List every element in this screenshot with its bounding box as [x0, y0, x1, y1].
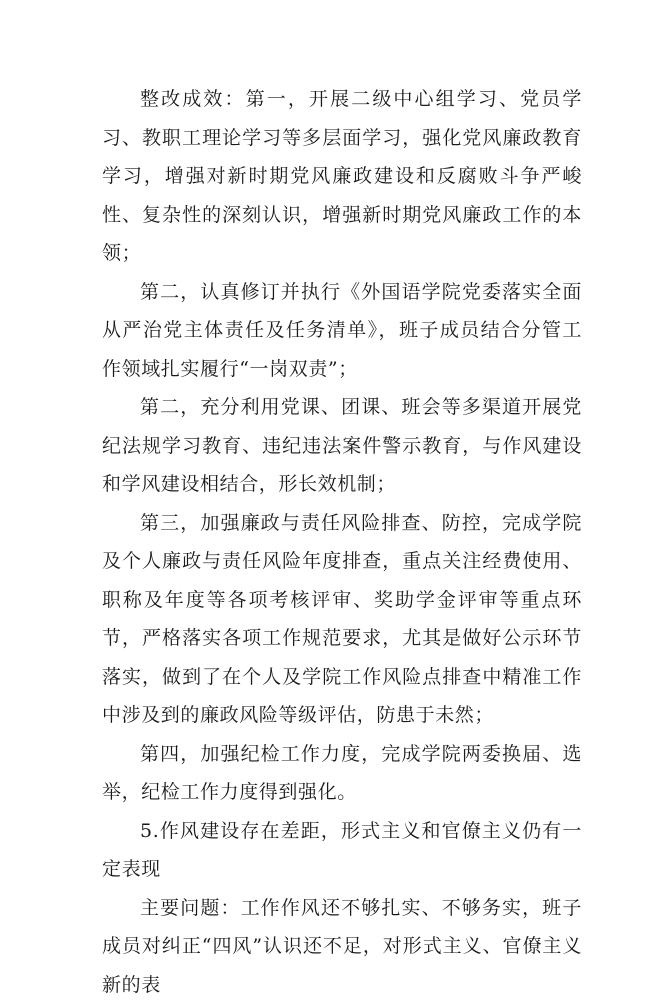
paragraph-third-risk-check: 第三，加强廉政与责任风险排查、防控，完成学院及个人廉政与责任风险年度排查，重点关注经费使用、职称及年度等各项考核评审、奖助学金评审等重点环节，严格落实各项工作规范要求，尤其是做好公示环节落实，做到了在个人及学院工作风险点排查中精准工作中涉及到的廉政风险等级评估，防患于未然；	[102, 504, 582, 735]
paragraph-fourth-discipline: 第四，加强纪检工作力度，完成学院两委换届、选举，纪检工作力度得到强化。	[102, 735, 582, 812]
document-body	[102, 80, 582, 1004]
paragraph-second-education-channels: 第二，充分利用党课、团课、班会等多渠道开展党纪法规学习教育、违纪违法案件警示教育，与作风建设和学风建设相结合，形长效机制；	[102, 388, 582, 504]
paragraph-main-problems: 主要问题：工作作风还不够扎实、不够务实，班子成员对纠正“四风”认识还不足，对形式主义、官僚主义新的表	[102, 889, 582, 1004]
paragraph-rectification-results: 整改成效：第一，开展二级中心组学习、党员学习、教职工理论学习等多层面学习，强化党风廉政教育学习，增强对新时期党风廉政建设和反腐败斗争严峻性、复杂性的深刻认识，增强新时期党风廉政工作的本领；	[102, 80, 582, 273]
section-heading-5: 5.作风建设存在差距，形式主义和官僚主义仍有一定表现	[102, 812, 582, 889]
paragraph-second-revise-list: 第二，认真修订并执行《外国语学院党委落实全面从严治党主体责任及任务清单》，班子成员结合分管工作领域扎实履行“一岗双责”；	[102, 273, 582, 389]
